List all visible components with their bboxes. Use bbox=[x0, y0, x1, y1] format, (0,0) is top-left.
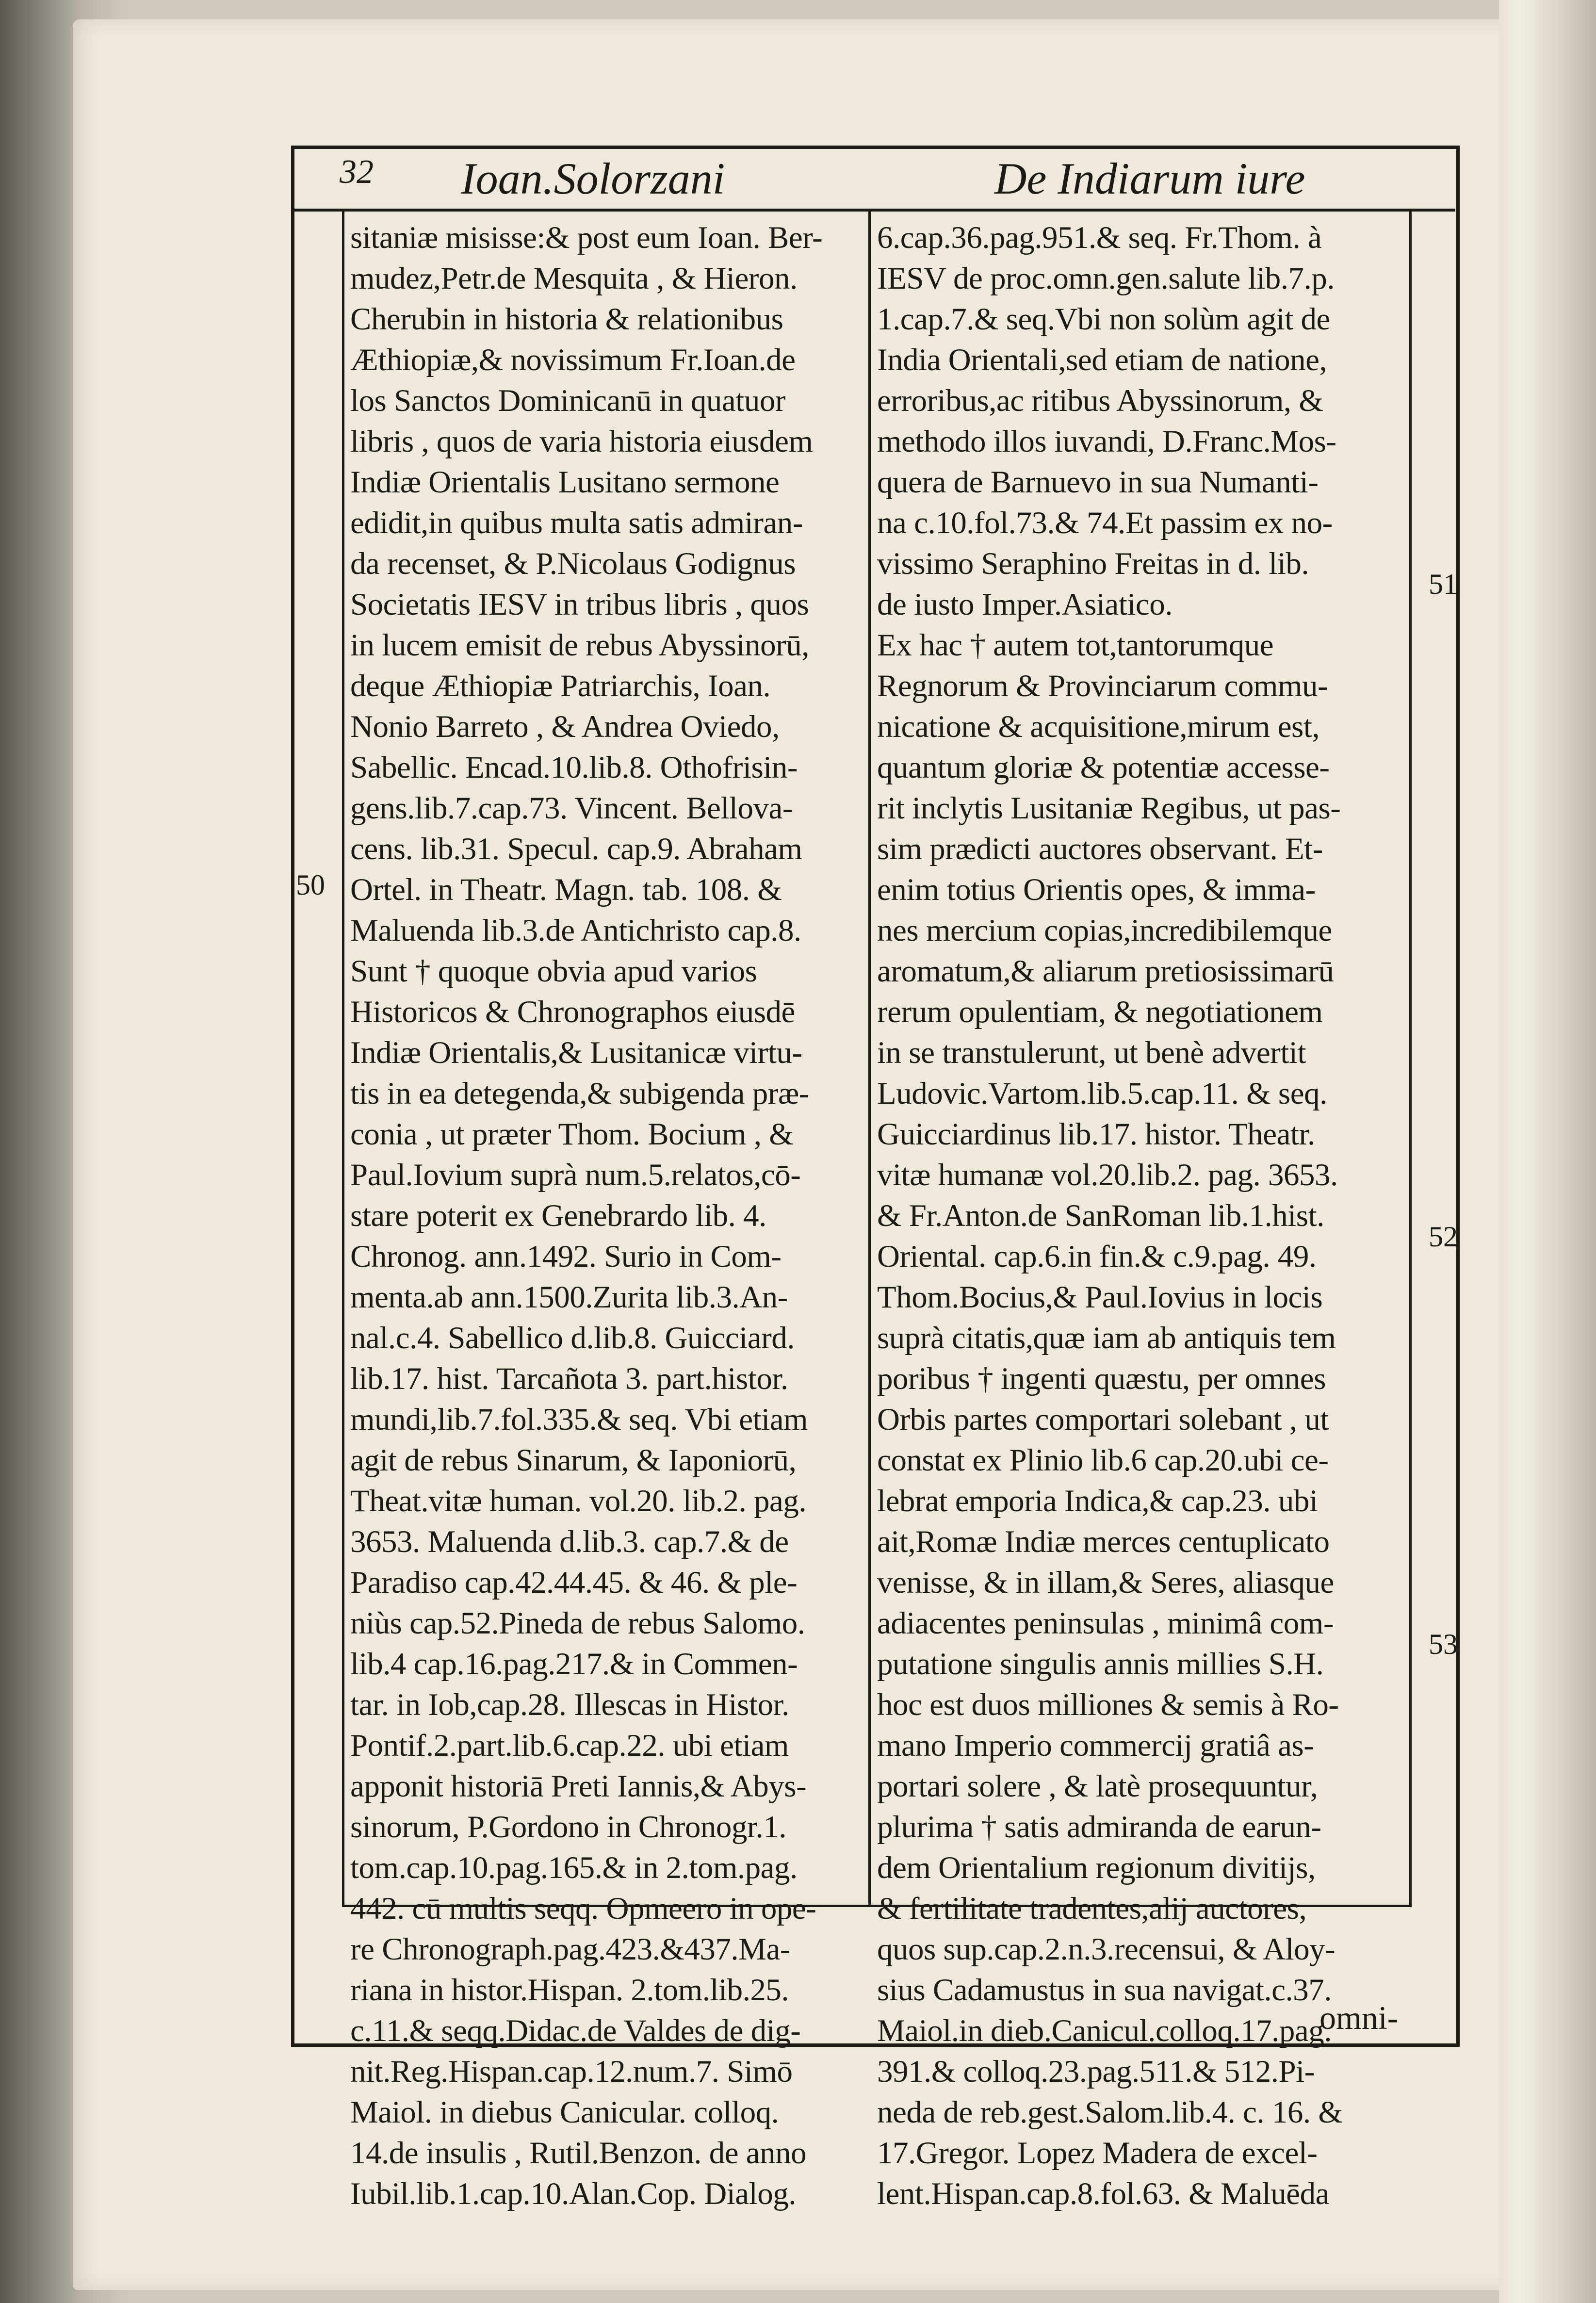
text-line: na c.10.fol.73.& 74.Et passim ex no- bbox=[877, 506, 1333, 540]
page-number: 32 bbox=[340, 153, 374, 191]
text-line: quantum gloriæ & potentiæ accesse- bbox=[877, 750, 1330, 785]
text-line: Nonio Barreto , & Andrea Oviedo, bbox=[350, 709, 780, 744]
text-line: plurima † satis admiranda de earun- bbox=[877, 1810, 1321, 1845]
text-line: Iubil.lib.1.cap.10.Alan.Cop. Dialog. bbox=[350, 2176, 796, 2211]
margin-number: 52 bbox=[1429, 1221, 1458, 1253]
text-line: constat ex Plinio lib.6 cap.20.ubi ce- bbox=[877, 1443, 1329, 1478]
text-line: lib.17. hist. Tarcañota 3. part.histor. bbox=[350, 1361, 788, 1396]
text-line: erroribus,ac ritibus Abyssinorum, & bbox=[877, 383, 1323, 418]
text-line: dem Orientalium regionum divitijs, bbox=[877, 1850, 1316, 1885]
column-divider bbox=[868, 212, 871, 1905]
text-line: neda de reb.gest.Salom.lib.4. c. 16. & bbox=[877, 2095, 1343, 2130]
text-line: in lucem emisit de rebus Abyssinorū, bbox=[350, 628, 810, 663]
text-line: sitaniæ misisse:& post eum Ioan. Ber- bbox=[350, 220, 823, 255]
text-line: in se transtulerunt, ut benè advertit bbox=[877, 1035, 1306, 1070]
text-line: Sabellic. Encad.10.lib.8. Othofrisin- bbox=[350, 750, 798, 785]
page-edge bbox=[1499, 0, 1596, 2303]
text-line: tis in ea detegenda,& subigenda præ- bbox=[350, 1076, 809, 1111]
text-line: & Fr.Anton.de SanRoman lib.1.hist. bbox=[877, 1198, 1324, 1233]
text-line: mano Imperio commercij gratiâ as- bbox=[877, 1728, 1314, 1763]
text-line: nes mercium copias,incredibilemque bbox=[877, 913, 1332, 948]
text-line: aromatum,& aliarum pretiosissimarū bbox=[877, 954, 1334, 989]
text-line: mudez,Petr.de Mesquita , & Hieron. bbox=[350, 261, 798, 296]
margin-number: 50 bbox=[296, 869, 325, 901]
text-line: sius Cadamustus in sua navigat.c.37. bbox=[877, 1973, 1332, 2008]
text-line: 3653. Maluenda d.lib.3. cap.7.& de bbox=[350, 1524, 789, 1559]
text-line: conia , ut præter Thom. Bocium , & bbox=[350, 1117, 794, 1152]
text-line: 6.cap.36.pag.951.& seq. Fr.Thom. à bbox=[877, 220, 1322, 255]
text-line: Paradiso cap.42.44.45. & 46. & ple- bbox=[350, 1565, 798, 1600]
text-line: lib.4 cap.16.pag.217.& in Commen- bbox=[350, 1647, 798, 1682]
text-line: Indiæ Orientalis,& Lusitanicæ virtu- bbox=[350, 1035, 802, 1070]
running-title-left: Ioan.Solorzani bbox=[461, 154, 725, 203]
text-line: libris , quos de varia historia eiusdem bbox=[350, 424, 813, 459]
text-line: Oriental. cap.6.in fin.& c.9.pag. 49. bbox=[877, 1239, 1317, 1274]
text-line: adiacentes peninsulas , minimâ com- bbox=[877, 1606, 1334, 1641]
text-line: nicatione & acquisitione,mirum est, bbox=[877, 709, 1320, 744]
text-line: sim prædicti auctores observant. Et- bbox=[877, 832, 1323, 866]
text-line: India Orientali,sed etiam de natione, bbox=[877, 343, 1327, 377]
text-line: Ortel. in Theatr. Magn. tab. 108. & bbox=[350, 872, 782, 907]
text-line: Cherubin in historia & relationibus bbox=[350, 302, 783, 337]
text-line: Indiæ Orientalis Lusitano sermone bbox=[350, 465, 780, 500]
text-line: deque Æthiopiæ Patriarchis, Ioan. bbox=[350, 669, 771, 703]
text-line: nal.c.4. Sabellico d.lib.8. Guicciard. bbox=[350, 1321, 795, 1356]
left-column bbox=[350, 217, 863, 2214]
text-line: Regnorum & Provinciarum commu- bbox=[877, 669, 1328, 703]
text-line: riana in histor.Hispan. 2.tom.lib.25. bbox=[350, 1973, 789, 2008]
text-line: enim totius Orientis opes, & imma- bbox=[877, 872, 1316, 907]
text-line: 391.& colloq.23.pag.511.& 512.Pi- bbox=[877, 2054, 1315, 2089]
text-line: de iusto Imper.Asiatico. bbox=[877, 587, 1173, 622]
text-line: Sunt † quoque obvia apud varios bbox=[350, 954, 757, 989]
text-line: methodo illos iuvandi, D.Franc.Mos- bbox=[877, 424, 1336, 459]
catchword: omni- bbox=[1319, 1999, 1399, 2036]
text-line: sinorum, P.Gordono in Chronogr.1. bbox=[350, 1810, 786, 1845]
text-line: quera de Barnuevo in sua Numanti- bbox=[877, 465, 1319, 500]
text-line: vissimo Seraphino Freitas in d. lib. bbox=[877, 546, 1309, 581]
column-rule-left bbox=[342, 212, 344, 1905]
text-line: stare poterit ex Genebrardo lib. 4. bbox=[350, 1198, 766, 1233]
text-line: los Sanctos Dominicanū in quatuor bbox=[350, 383, 785, 418]
text-line: Thom.Bocius,& Paul.Iovius in locis bbox=[877, 1280, 1323, 1315]
text-line: gens.lib.7.cap.73. Vincent. Bellova- bbox=[350, 791, 793, 826]
margin-number: 53 bbox=[1429, 1628, 1458, 1660]
text-line: tar. in Iob,cap.28. Illescas in Histor. bbox=[350, 1687, 789, 1722]
text-line: Chronog. ann.1492. Surio in Com- bbox=[350, 1239, 782, 1274]
running-title-right: De Indiarum iure bbox=[994, 154, 1305, 203]
right-column bbox=[877, 217, 1404, 2214]
text-line: lebrat emporia Indica,& cap.23. ubi bbox=[877, 1484, 1318, 1519]
text-line: Paul.Iovium suprà num.5.relatos,cō- bbox=[350, 1158, 801, 1192]
text-line: cens. lib.31. Specul. cap.9. Abraham bbox=[350, 832, 802, 866]
text-line: da recenset, & P.Nicolaus Godignus bbox=[350, 546, 796, 581]
text-line: hoc est duos milliones & semis à Ro- bbox=[877, 1687, 1339, 1722]
text-line: quos sup.cap.2.n.3.recensui, & Aloy- bbox=[877, 1932, 1335, 1967]
text-line: rerum opulentiam, & negotiationem bbox=[877, 995, 1323, 1029]
text-line: apponit historiā Preti Iannis,& Abys- bbox=[350, 1769, 807, 1804]
header-rule bbox=[291, 209, 1455, 212]
text-line: Guicciardinus lib.17. histor. Theatr. bbox=[877, 1117, 1315, 1152]
text-line: 1.cap.7.& seq.Vbi non solùm agit de bbox=[877, 302, 1330, 337]
text-line: 14.de insulis , Rutil.Benzon. de anno bbox=[350, 2136, 807, 2171]
text-line: tom.cap.10.pag.165.& in 2.tom.pag. bbox=[350, 1850, 798, 1885]
text-line: & fertilitate tradentes,alij auctores, bbox=[877, 1891, 1307, 1926]
text-line: suprà citatis,quæ iam ab antiquis tem bbox=[877, 1321, 1336, 1356]
text-line: Societatis IESV in tribus libris , quos bbox=[350, 587, 809, 622]
text-line: vitæ humanæ vol.20.lib.2. pag. 3653. bbox=[877, 1158, 1338, 1192]
text-line: menta.ab ann.1500.Zurita lib.3.An- bbox=[350, 1280, 788, 1315]
text-line: Pontif.2.part.lib.6.cap.22. ubi etiam bbox=[350, 1728, 789, 1763]
text-line: niùs cap.52.Pineda de rebus Salomo. bbox=[350, 1606, 805, 1641]
text-line: portari solere , & latè prosequuntur, bbox=[877, 1769, 1318, 1804]
text-line: re Chronograph.pag.423.&437.Ma- bbox=[350, 1932, 790, 1967]
text-line: Ex hac † autem tot,tantorumque bbox=[877, 628, 1274, 663]
text-line: Maiol.in dieb.Canicul.colloq.17.pag. bbox=[877, 2013, 1332, 2048]
text-line: Æthiopiæ,& novissimum Fr.Ioan.de bbox=[350, 343, 796, 377]
margin-number: 51 bbox=[1429, 568, 1458, 600]
column-rule-right bbox=[1409, 212, 1412, 1905]
text-line: nit.Reg.Hispan.cap.12.num.7. Simō bbox=[350, 2054, 793, 2089]
text-line: venisse, & in illam,& Seres, aliasque bbox=[877, 1565, 1334, 1600]
text-line: 17.Gregor. Lopez Madera de excel- bbox=[877, 2136, 1318, 2171]
text-line: poribus † ingenti quæstu, per omnes bbox=[877, 1361, 1326, 1396]
text-line: c.11.& seqq.Didac.de Valdes de dig- bbox=[350, 2013, 801, 2048]
text-line: Ludovic.Vartom.lib.5.cap.11. & seq. bbox=[877, 1076, 1327, 1111]
text-line: edidit,in quibus multa satis admiran- bbox=[350, 506, 803, 540]
text-line: Maiol. in diebus Canicular. colloq. bbox=[350, 2095, 779, 2130]
text-line: IESV de proc.omn.gen.salute lib.7.p. bbox=[877, 261, 1335, 296]
text-line: lent.Hispan.cap.8.fol.63. & Maluēda bbox=[877, 2176, 1329, 2211]
text-line: ait,Romæ Indiæ merces centuplicato bbox=[877, 1524, 1330, 1559]
text-line: 442. cū multis seqq. Opmeero in ope- bbox=[350, 1891, 816, 1926]
text-line: Maluenda lib.3.de Antichristo cap.8. bbox=[350, 913, 801, 948]
text-line: agit de rebus Sinarum, & Iaponiorū, bbox=[350, 1443, 797, 1478]
text-line: putatione singulis annis millies S.H. bbox=[877, 1647, 1324, 1682]
text-line: Historicos & Chronographos eiusdē bbox=[350, 995, 795, 1029]
text-line: rit inclytis Lusitaniæ Regibus, ut pas- bbox=[877, 791, 1341, 826]
text-line: Theat.vitæ human. vol.20. lib.2. pag. bbox=[350, 1484, 807, 1519]
text-line: Orbis partes comportari solebant , ut bbox=[877, 1402, 1329, 1437]
text-line: mundi,lib.7.fol.335.& seq. Vbi etiam bbox=[350, 1402, 808, 1437]
